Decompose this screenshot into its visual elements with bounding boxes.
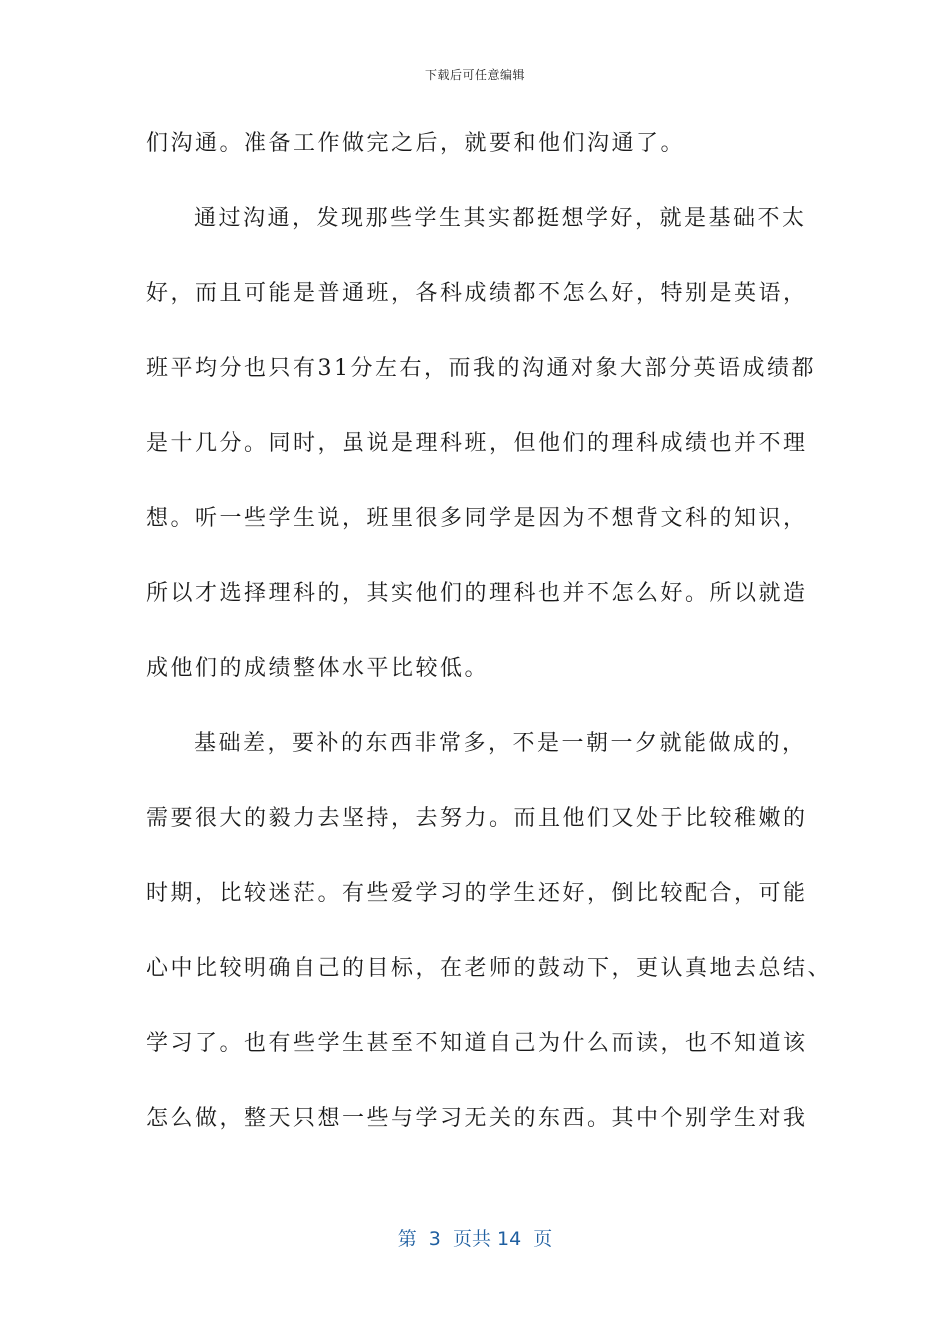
- text-line: 所以才选择理科的，其实他们的理科也并不怎么好。所以就造: [146, 581, 808, 606]
- text-line: 时期，比较迷茫。有些爱学习的学生还好，倒比较配合，可能: [146, 881, 808, 906]
- text-line: 是十几分。同时，虽说是理科班，但他们的理科成绩也并不理: [146, 431, 808, 456]
- text-line: 需要很大的毅力去坚持，去努力。而且他们又处于比较稚嫩的: [146, 806, 808, 831]
- text-line: 们沟通。准备工作做完之后，就要和他们沟通了。: [146, 131, 686, 156]
- text-line: 怎么做，整天只想一些与学习无关的东西。其中个别学生对我: [146, 1106, 808, 1131]
- text-line: 想。听一些学生说，班里很多同学是因为不想背文科的知识，: [146, 506, 808, 531]
- page-header: 下载后可任意编辑: [424, 68, 525, 82]
- text-line: 学习了。也有些学生甚至不知道自己为什么而读，也不知道该: [146, 1031, 808, 1056]
- text-line: 班平均分也只有31分左右，而我的沟通对象大部分英语成绩都: [146, 356, 816, 381]
- text-line: 基础差，要补的东西非常多，不是一朝一夕就能做成的，: [194, 731, 807, 756]
- text-line: 好，而且可能是普通班，各科成绩都不怎么好，特别是英语，: [146, 281, 808, 306]
- body-text: [146, 118, 833, 1168]
- text-line: 心中比较明确自己的目标，在老师的鼓动下，更认真地去总结、: [146, 956, 833, 981]
- text-line: 通过沟通，发现那些学生其实都挺想学好，就是基础不太: [194, 206, 807, 231]
- text-line: 成他们的成绩整体水平比较低。: [146, 656, 490, 681]
- page-number-footer: 第 3 页共 14 页: [397, 1228, 553, 1250]
